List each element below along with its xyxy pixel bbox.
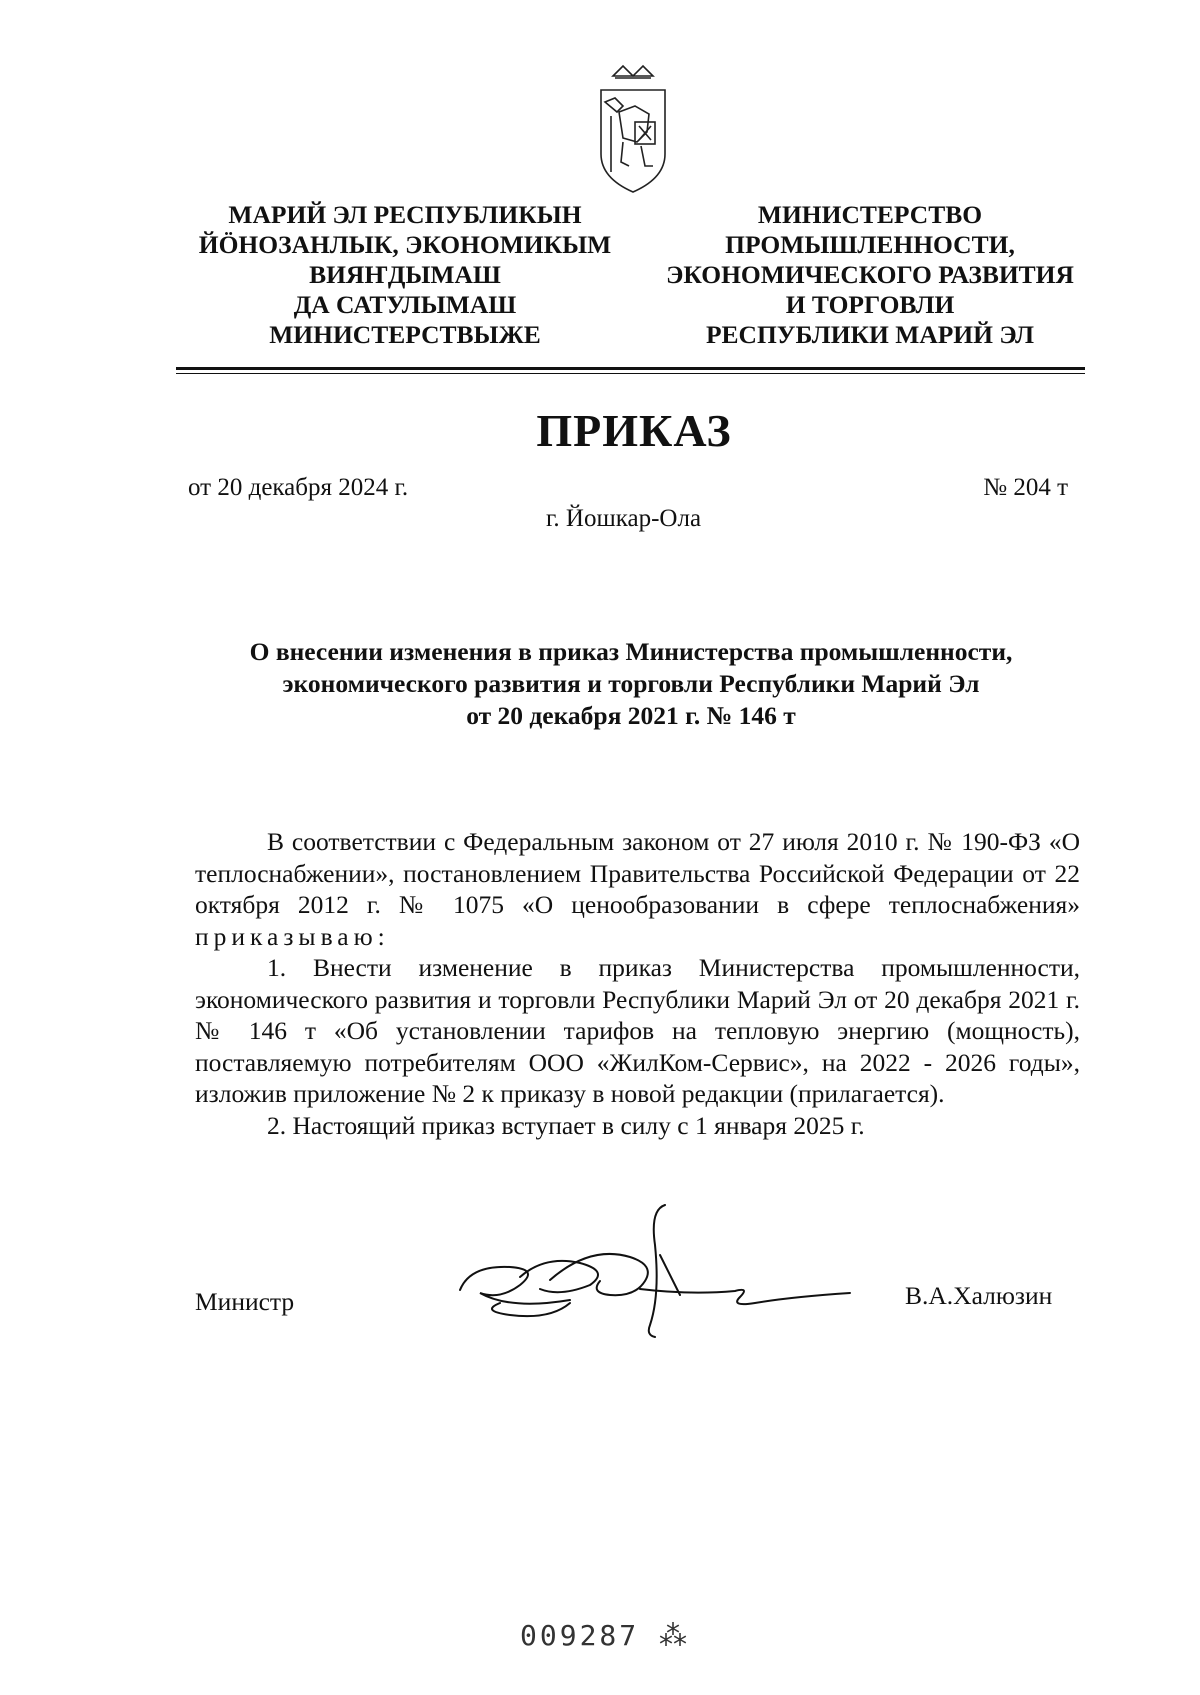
header-left-line: МАРИЙ ЭЛ РЕСПУБЛИКЫН — [228, 200, 582, 229]
document-serial-number: 009287 ⁂ — [520, 1619, 691, 1652]
body-paragraph-preamble — [195, 826, 1080, 952]
subject-line: от 20 декабря 2021 г. № 146 т — [466, 701, 796, 730]
order-command: приказываю: — [195, 921, 390, 951]
subject-line: О внесении изменения в приказ Министерства промышленности, — [249, 637, 1013, 666]
header-right-line: РЕСПУБЛИКИ МАРИЙ ЭЛ — [705, 320, 1035, 349]
signatory-title: Министр — [195, 1287, 295, 1316]
preamble-text: В соответствии с Федеральным законом от 27 июля 2010 г. № 190-ФЗ «О теплоснабжении», постановлением Правительства Российской Федерации от 22 октября 2012 г. № 1075 «О ценообразовании в сфере теплоснабжения» — [195, 827, 1080, 919]
order-title: ПРИКАЗ — [536, 405, 732, 456]
header-left-block — [175, 200, 635, 350]
handwritten-signature — [450, 1185, 900, 1340]
header-right-line: И ТОРГОВЛИ — [785, 290, 955, 319]
header-left-line: ДА САТУЛЫМАШ — [293, 290, 517, 319]
header-right-line: ЭКОНОМИЧЕСКОГО РАЗВИТИЯ — [666, 260, 1074, 289]
header-right-line: МИНИСТЕРСТВО — [757, 200, 983, 229]
subject-line: экономического развития и торговли Республики Марий Эл — [282, 669, 980, 698]
signatory-name: В.А.Халюзин — [905, 1281, 1053, 1310]
coat-of-arms-icon — [593, 62, 673, 198]
order-number: № 204 т — [983, 474, 1068, 501]
order-date: от 20 декабря 2024 г. — [188, 474, 409, 501]
order-city: г. Йошкар-Ола — [546, 505, 702, 532]
order-subject — [176, 636, 1086, 732]
order-body — [195, 826, 1080, 1141]
body-paragraph-item-1: 1. Внести изменение в приказ Министерства промышленности, экономического развития и торговли Республики Марий Эл от 20 декабря 2021 г. № 146 т «Об установлении тарифов на тепловую энергию (мощность), поставляемую потребителям ООО «ЖилКом-Сервис», на 2022 - 2026 годы», изложив приложение № 2 к приказу в новой редакции (прилагается). — [195, 953, 1080, 1108]
header-right-line: ПРОМЫШЛЕННОСТИ, — [725, 230, 1015, 259]
header-left-line: ВИЯҤДЫМАШ — [309, 260, 501, 289]
header-left-line: ЙӦНОЗАНЛЫК, ЭКОНОМИКЫМ — [198, 230, 612, 259]
header-left-line: МИНИСТЕРСТВЫЖЕ — [269, 320, 541, 349]
header-divider-thick — [176, 367, 1085, 370]
header-divider-thin — [176, 373, 1085, 374]
body-paragraph-item-2: 2. Настоящий приказ вступает в силу с 1 января 2025 г. — [267, 1110, 865, 1140]
header-right-block — [635, 200, 1105, 350]
